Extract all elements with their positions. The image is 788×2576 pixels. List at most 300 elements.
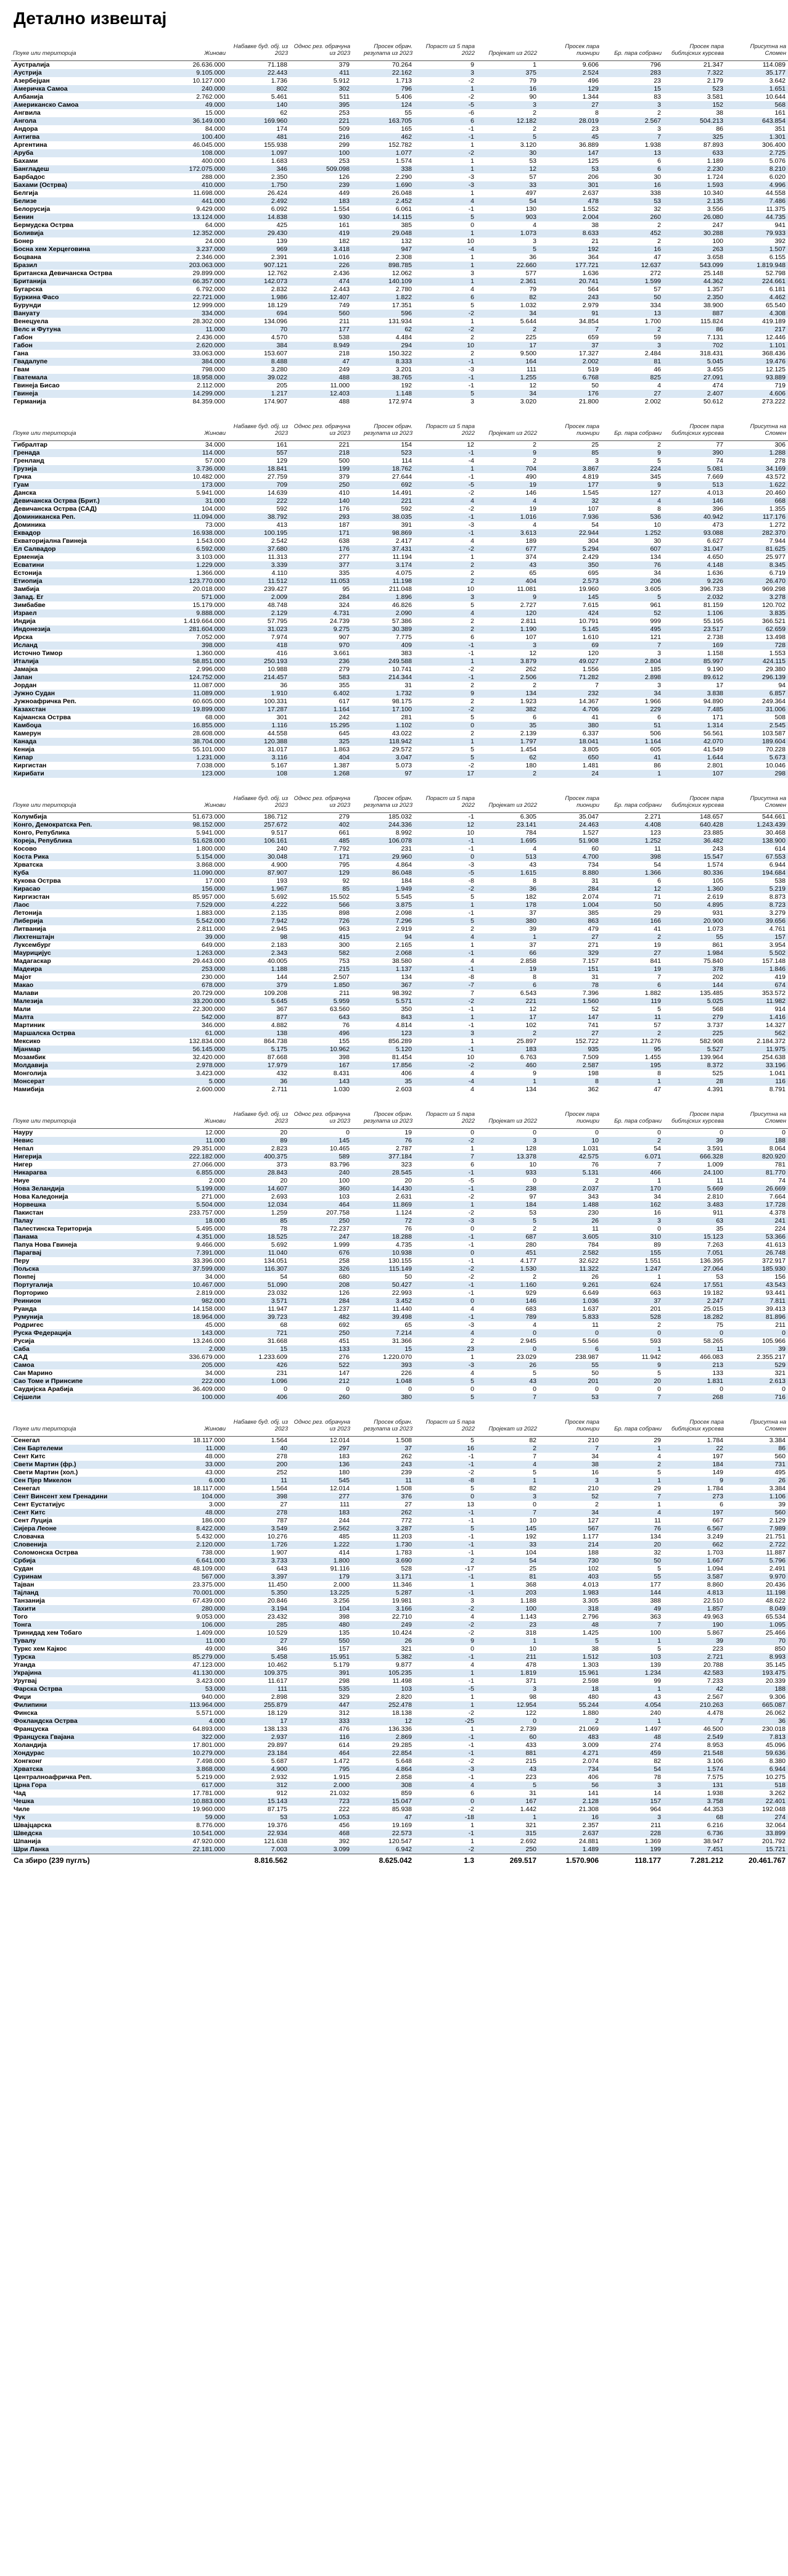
table-row [11, 1645, 788, 1653]
table-cell: 21.069 [578, 1725, 599, 1733]
table-cell: 37.431 [352, 545, 414, 553]
table-row [11, 1185, 788, 1193]
table-cell: 185.930 [726, 1265, 788, 1273]
table-cell: 84.359.000 [192, 398, 225, 405]
table-cell: 4 [414, 1329, 477, 1337]
table-cell: 37 [352, 1445, 414, 1453]
table-row [11, 358, 788, 366]
table-row [11, 1846, 788, 1854]
table-cell: 7.498.000 [196, 1757, 225, 1765]
territory-name: Монголија [14, 1070, 47, 1077]
territory-name: Гуам [11, 481, 165, 489]
table-row [11, 1773, 788, 1781]
table-row [11, 1453, 788, 1461]
table-cell: -1 [468, 1741, 474, 1749]
table-cell: 8.860 [707, 1581, 723, 1588]
column-header: Пројекат из 2022 [477, 793, 539, 813]
table-cell: 1.564 [271, 1485, 287, 1492]
table-cell: 134 [650, 1533, 661, 1540]
table-cell: 27.091 [663, 374, 726, 382]
table-cell: 5 [470, 302, 474, 309]
table-cell: 1.554 [333, 205, 350, 213]
table-cell: 8 [595, 109, 599, 117]
table-cell: 4.650 [707, 553, 723, 561]
table-cell: 242 [339, 714, 350, 721]
table-cell: 221 [477, 997, 539, 1005]
table-cell: 42.575 [539, 1153, 601, 1161]
table-cell: 1.366 [601, 869, 663, 877]
table-cell: 4.706 [539, 706, 601, 714]
table-cell: 76 [591, 1161, 599, 1168]
table-cell: 1.053 [290, 1814, 352, 1822]
table-cell: 4.900 [228, 1765, 290, 1773]
territory-name: Екваторијална Гвинеја [14, 537, 87, 545]
table-cell: 11.450 [268, 1581, 287, 1588]
territory-name: Нова Каледонија [14, 1193, 68, 1200]
table-cell: 120.702 [762, 601, 786, 609]
table-cell: 7.485 [663, 706, 726, 714]
table-cell: 9.877 [395, 1661, 412, 1669]
table-cell: 0 [470, 1225, 474, 1232]
table-cell: 5.045 [663, 358, 726, 366]
table-cell: 947 [352, 246, 414, 254]
table-cell: 506 [650, 730, 661, 737]
table-cell: 260 [290, 1393, 352, 1402]
table-cell: 898 [339, 909, 350, 917]
table-cell: 781 [774, 1161, 786, 1168]
table-cell: 1 [470, 141, 474, 149]
table-cell: 114.000 [165, 449, 228, 457]
table-cell: 3.556 [707, 205, 723, 213]
table-cell: 177 [650, 1581, 661, 1588]
table-cell: 1.949 [352, 885, 414, 893]
table-cell: 13.246.000 [192, 1337, 225, 1345]
table-cell: 6.000 [165, 1477, 228, 1485]
table-cell: 64.893.000 [192, 1725, 225, 1733]
table-cell: 907 [339, 634, 350, 641]
table-cell: 113.964.000 [165, 1701, 228, 1709]
table-cell: 50 [601, 901, 663, 909]
table-cell: 304 [588, 537, 599, 545]
table-cell: 19 [477, 965, 539, 973]
table-cell: 7.813 [726, 1733, 788, 1741]
column-header-row [11, 1416, 788, 1437]
table-cell: 11.947 [268, 1305, 287, 1313]
table-cell: 54 [477, 197, 539, 205]
table-cell: 1.732 [352, 690, 414, 698]
table-cell: -1 [468, 813, 474, 820]
table-cell: 2.692 [520, 1838, 536, 1845]
table-cell: 3.423.000 [196, 1070, 225, 1077]
table-cell: 10.046 [765, 762, 786, 769]
table-cell: 35 [352, 1078, 414, 1086]
table-cell: 62.659 [726, 625, 788, 634]
table-cell: 1.489 [539, 1846, 601, 1854]
table-cell: 73.000 [205, 521, 225, 529]
table-cell: 5.941.000 [196, 489, 225, 497]
table-cell: -1 [414, 1313, 477, 1321]
table-cell: 236 [290, 658, 352, 666]
territory-name: Шпанија [14, 1838, 41, 1845]
table-row [11, 173, 788, 181]
table-cell: 391 [401, 521, 412, 529]
table-cell: 11 [654, 1517, 661, 1524]
table-cell: 350 [401, 1005, 412, 1013]
table-cell: 4.462 [726, 294, 788, 302]
territory-name: Етиопија [11, 577, 165, 585]
table-cell: 184 [663, 1461, 726, 1469]
table-cell: 142.073 [228, 278, 290, 286]
table-cell: 322.000 [165, 1733, 228, 1741]
table-cell: 7 [657, 1161, 661, 1168]
table-cell: -3 [468, 173, 474, 181]
table-cell: 86 [654, 762, 661, 769]
table-cell: 103 [352, 1685, 414, 1693]
table-cell: 385 [588, 909, 599, 917]
table-cell: 3 [414, 593, 477, 601]
table-cell: 10.127.000 [192, 77, 225, 85]
table-cell: 382 [477, 706, 539, 714]
table-cell: 1.442 [520, 1806, 536, 1813]
table-cell: 11 [592, 1225, 599, 1232]
column-header: Присутна на Сломен [726, 421, 788, 441]
table-cell: 4.570 [271, 334, 287, 341]
table-cell: 13.124.000 [165, 213, 228, 221]
table-cell: 1.272 [769, 521, 786, 529]
table-cell: 376 [352, 1493, 414, 1501]
table-cell: 49.000 [165, 101, 228, 109]
table-cell: 43.022 [392, 730, 412, 737]
table-cell: 172.075.000 [165, 165, 228, 173]
table-cell: 12 [601, 885, 663, 893]
table-cell: 2.832 [271, 286, 287, 293]
table-cell: 0 [663, 1329, 726, 1337]
table-cell: 914 [774, 1005, 786, 1013]
table-cell: 5.692 [271, 1241, 287, 1249]
table-cell: 179 [290, 1573, 352, 1581]
table-cell: 2.429 [582, 553, 599, 561]
table-cell: 70.228 [765, 746, 786, 753]
table-cell: 62 [280, 109, 287, 117]
table-cell: -5 [414, 101, 477, 109]
table-cell: 1.560 [539, 997, 601, 1005]
table-cell: 31.366 [392, 1337, 412, 1345]
table-row [11, 334, 788, 342]
table-cell: 17.979 [228, 1062, 290, 1070]
total-row [11, 1854, 788, 1865]
table-cell: 410.000 [165, 181, 228, 189]
table-cell: 11.346 [392, 1581, 412, 1588]
column-header: Однос рез. обрачуна из 2023 [290, 1416, 352, 1437]
table-cell: 224 [601, 465, 663, 473]
table-cell: 662 [663, 1541, 726, 1549]
table-cell: 132.834.000 [189, 1038, 225, 1045]
table-cell: 82 [477, 294, 539, 302]
table-cell: 81 [477, 1573, 539, 1581]
section-gap [11, 1094, 788, 1108]
table-cell: 6.649 [582, 1289, 599, 1297]
table-cell: 78 [539, 981, 601, 989]
table-cell: 1.160 [477, 1281, 539, 1289]
table-cell: 566 [290, 901, 352, 909]
territory-name: Сенегал [14, 1485, 40, 1492]
table-cell: 6.543 [520, 989, 536, 997]
table-cell: 216 [290, 133, 352, 141]
table-cell: 8.949 [290, 342, 352, 350]
table-cell: 38.947 [703, 1838, 723, 1845]
table-cell: 5.073 [395, 762, 412, 769]
table-cell: 54 [280, 1273, 287, 1281]
table-cell: 33 [477, 1541, 539, 1549]
table-cell: 4 [470, 1086, 474, 1093]
table-cell: 51.908 [539, 837, 601, 845]
table-cell: 306 [774, 441, 786, 448]
table-row [11, 326, 788, 334]
territory-name: Пољска [11, 1265, 165, 1273]
table-cell: 19.376 [267, 1822, 287, 1829]
table-cell: 34.854 [578, 318, 599, 325]
table-cell: 6.155 [769, 254, 786, 261]
table-cell: 1 [414, 1701, 477, 1709]
table-cell: 11 [352, 1477, 414, 1485]
table-cell: -3 [468, 521, 474, 529]
table-cell: 396 [712, 505, 723, 513]
table-cell: 550 [290, 1637, 352, 1645]
table-cell: 999 [650, 617, 661, 625]
territory-name: Порторико [14, 1289, 49, 1297]
table-cell: 28 [663, 1078, 726, 1086]
table-cell: 12 [529, 650, 536, 657]
table-cell: 11.887 [766, 1549, 786, 1556]
column-header: Жинови [165, 1416, 228, 1437]
table-cell: 692 [352, 481, 414, 489]
table-cell: 10.644 [765, 93, 786, 101]
table-cell: 10 [467, 1054, 474, 1061]
table-cell: 177.721 [539, 262, 601, 270]
table-cell: -1 [468, 1005, 474, 1013]
table-cell: 233.757.000 [189, 1209, 225, 1216]
table-cell: 582.908 [700, 1038, 723, 1045]
table-cell: 1.644 [663, 754, 726, 762]
territory-name: Фиџи [14, 1693, 31, 1701]
table-cell: 1.553 [769, 650, 786, 657]
table-cell: 26 [591, 1273, 599, 1281]
table-cell: 568 [712, 1005, 723, 1013]
table-cell: 4 [414, 933, 477, 941]
table-cell: 3.418 [290, 246, 352, 254]
table-cell: 2 [470, 682, 474, 689]
column-header: Поуке или територија [11, 421, 165, 441]
territory-name: Малави [14, 989, 39, 997]
table-cell: 2 [470, 698, 474, 705]
table-cell: 1 [470, 254, 474, 261]
table-cell: 4.484 [395, 334, 412, 341]
table-cell: 1 [414, 738, 477, 746]
table-cell: 22.710 [392, 1613, 412, 1620]
table-cell: 14.299.000 [165, 390, 228, 398]
table-cell: 1.724 [707, 173, 723, 181]
table-cell: 192.048 [762, 1806, 786, 1813]
table-cell: 321 [774, 1369, 786, 1377]
table-cell: 373 [276, 1161, 287, 1168]
table-cell: 51 [601, 722, 663, 730]
table-cell: 59.636 [726, 1749, 788, 1757]
table-cell: 2.823 [271, 1145, 287, 1152]
table-cell: 37 [529, 909, 536, 917]
column-header: Присутна на Сломен [726, 41, 788, 61]
territory-name: Сент Винсент хем Гренадини [11, 1493, 165, 1501]
table-cell: 240.000 [165, 85, 228, 93]
table-cell: 4.054 [601, 1701, 663, 1709]
territory-name: Хрватска [11, 1765, 165, 1773]
table-cell: 7 [663, 1717, 726, 1725]
table-cell: 11 [654, 845, 661, 852]
table-cell: 522 [290, 1361, 352, 1369]
table-cell: 43.543 [726, 1281, 788, 1289]
table-cell: 20.460 [765, 489, 786, 497]
table-cell: -1 [414, 374, 477, 382]
table-cell: 488 [290, 374, 352, 382]
table-cell: 1 [470, 1353, 474, 1361]
table-cell: 1.857 [663, 1605, 726, 1613]
table-cell: 8 [533, 877, 536, 885]
table-cell: 4 [470, 537, 474, 545]
territory-name: Хрватска [14, 861, 43, 869]
territory-name: Чук [11, 1814, 165, 1822]
table-cell: -6 [468, 109, 474, 117]
table-cell: 22.300.000 [192, 1005, 225, 1013]
column-header: Просек пара библијских курсева [663, 41, 726, 61]
table-cell: 12.999.000 [192, 302, 225, 309]
table-cell: 17.728 [726, 1201, 788, 1209]
table-cell: 176 [539, 390, 601, 398]
table-cell: 796 [352, 85, 414, 93]
table-cell: 86.048 [352, 869, 414, 877]
table-cell: 5 [470, 893, 474, 901]
table-cell: 0 [408, 1385, 412, 1393]
table-row [11, 1054, 788, 1062]
column-header: Просек пара библијских курсева [663, 1416, 726, 1437]
table-cell: 1.910 [228, 690, 290, 698]
table-cell: 12.000 [205, 1129, 225, 1136]
table-cell: -1 [414, 949, 477, 957]
table-cell: 165 [401, 125, 412, 133]
table-cell: 2.711 [271, 1086, 287, 1093]
table-cell: 10.529 [267, 1629, 287, 1637]
table-cell: 7.391.000 [165, 1249, 228, 1257]
table-cell: 3 [601, 1217, 663, 1225]
table-cell: 162 [601, 1201, 663, 1209]
table-cell: 5.687 [271, 1757, 287, 1765]
table-cell: 351 [774, 125, 786, 133]
table-cell: 2.693 [271, 1193, 287, 1200]
table-cell: 13.498 [765, 634, 786, 641]
table-row [11, 1765, 788, 1773]
table-cell: 29 [654, 1437, 661, 1444]
table-cell: 6 [470, 634, 474, 641]
table-cell: 2.598 [582, 1677, 599, 1685]
table-cell: 1.783 [395, 1549, 412, 1556]
table-cell: -1 [468, 1549, 474, 1556]
table-cell: 5.219.000 [196, 1773, 225, 1781]
table-cell: 148.657 [700, 813, 723, 820]
table-cell: 1.255 [477, 374, 539, 382]
table-cell: 2 [657, 441, 661, 448]
table-cell: 1.636 [582, 270, 599, 277]
table-cell: 252 [276, 1469, 287, 1476]
table-cell: 2.443 [333, 286, 350, 293]
table-cell: 298 [339, 1677, 350, 1685]
table-cell: 7.775 [395, 634, 412, 641]
table-cell: 25 [529, 1565, 536, 1572]
table-row [11, 861, 788, 869]
table-cell: 4.222 [228, 901, 290, 909]
table-cell: 22.934 [228, 1830, 290, 1838]
table-row [11, 246, 788, 254]
territory-name: Танзанија [14, 1597, 45, 1604]
table-cell: 238.987 [575, 1353, 599, 1361]
table-cell: -2 [414, 310, 477, 318]
table-cell: 48 [539, 1621, 601, 1629]
table-cell: 194.684 [726, 869, 788, 877]
table-cell: 2.484 [644, 350, 661, 357]
table-cell: 111 [340, 1501, 350, 1508]
table-cell: 513 [663, 481, 726, 489]
table-cell: 182 [339, 237, 350, 245]
table-cell: 187 [339, 521, 350, 529]
table-cell: 85.997 [663, 658, 726, 666]
table-cell: 182 [525, 893, 536, 901]
table-cell: 17.000 [205, 877, 225, 885]
table-cell: 659 [588, 334, 599, 341]
table-cell: 100.331 [264, 698, 287, 705]
table-cell: 44.353 [703, 1806, 723, 1813]
table-cell: -7 [414, 981, 477, 989]
table-cell: 692 [339, 1321, 350, 1329]
table-cell: -4 [414, 246, 477, 254]
table-cell: 10.340 [703, 189, 723, 197]
table-cell: 222.182.000 [165, 1153, 228, 1161]
table-cell: -1 [414, 1830, 477, 1838]
table-cell: 2.738 [707, 634, 723, 641]
table-cell: 398 [601, 853, 663, 861]
table-cell: 22 [663, 1445, 726, 1453]
table-cell: 789 [477, 1313, 539, 1321]
table-cell: 90 [529, 93, 536, 101]
table-cell: 0 [414, 722, 477, 730]
table-cell: 3.280 [271, 366, 287, 373]
table-cell: 5.219 [726, 885, 788, 893]
table-cell: 10 [467, 237, 474, 245]
table-cell: 189.604 [726, 738, 788, 746]
table-cell: 47 [352, 1814, 414, 1822]
table-cell: 11.512 [228, 577, 290, 585]
table-cell: 687 [477, 1233, 539, 1241]
table-row [11, 149, 788, 157]
table-cell: 2 [477, 1030, 539, 1038]
table-cell: 9.053.000 [196, 1613, 225, 1620]
table-cell: 31.000 [165, 497, 228, 505]
table-cell: 4.478 [707, 1709, 723, 1717]
table-cell: 39.498 [352, 1313, 414, 1321]
territory-name: Мјанмар [11, 1046, 165, 1054]
table-cell: 55.244 [539, 1701, 601, 1709]
table-cell: 279 [339, 813, 350, 820]
table-row [11, 1541, 788, 1549]
table-cell: 4.013 [707, 489, 723, 497]
table-row [11, 1273, 788, 1281]
table-row [11, 1129, 788, 1137]
